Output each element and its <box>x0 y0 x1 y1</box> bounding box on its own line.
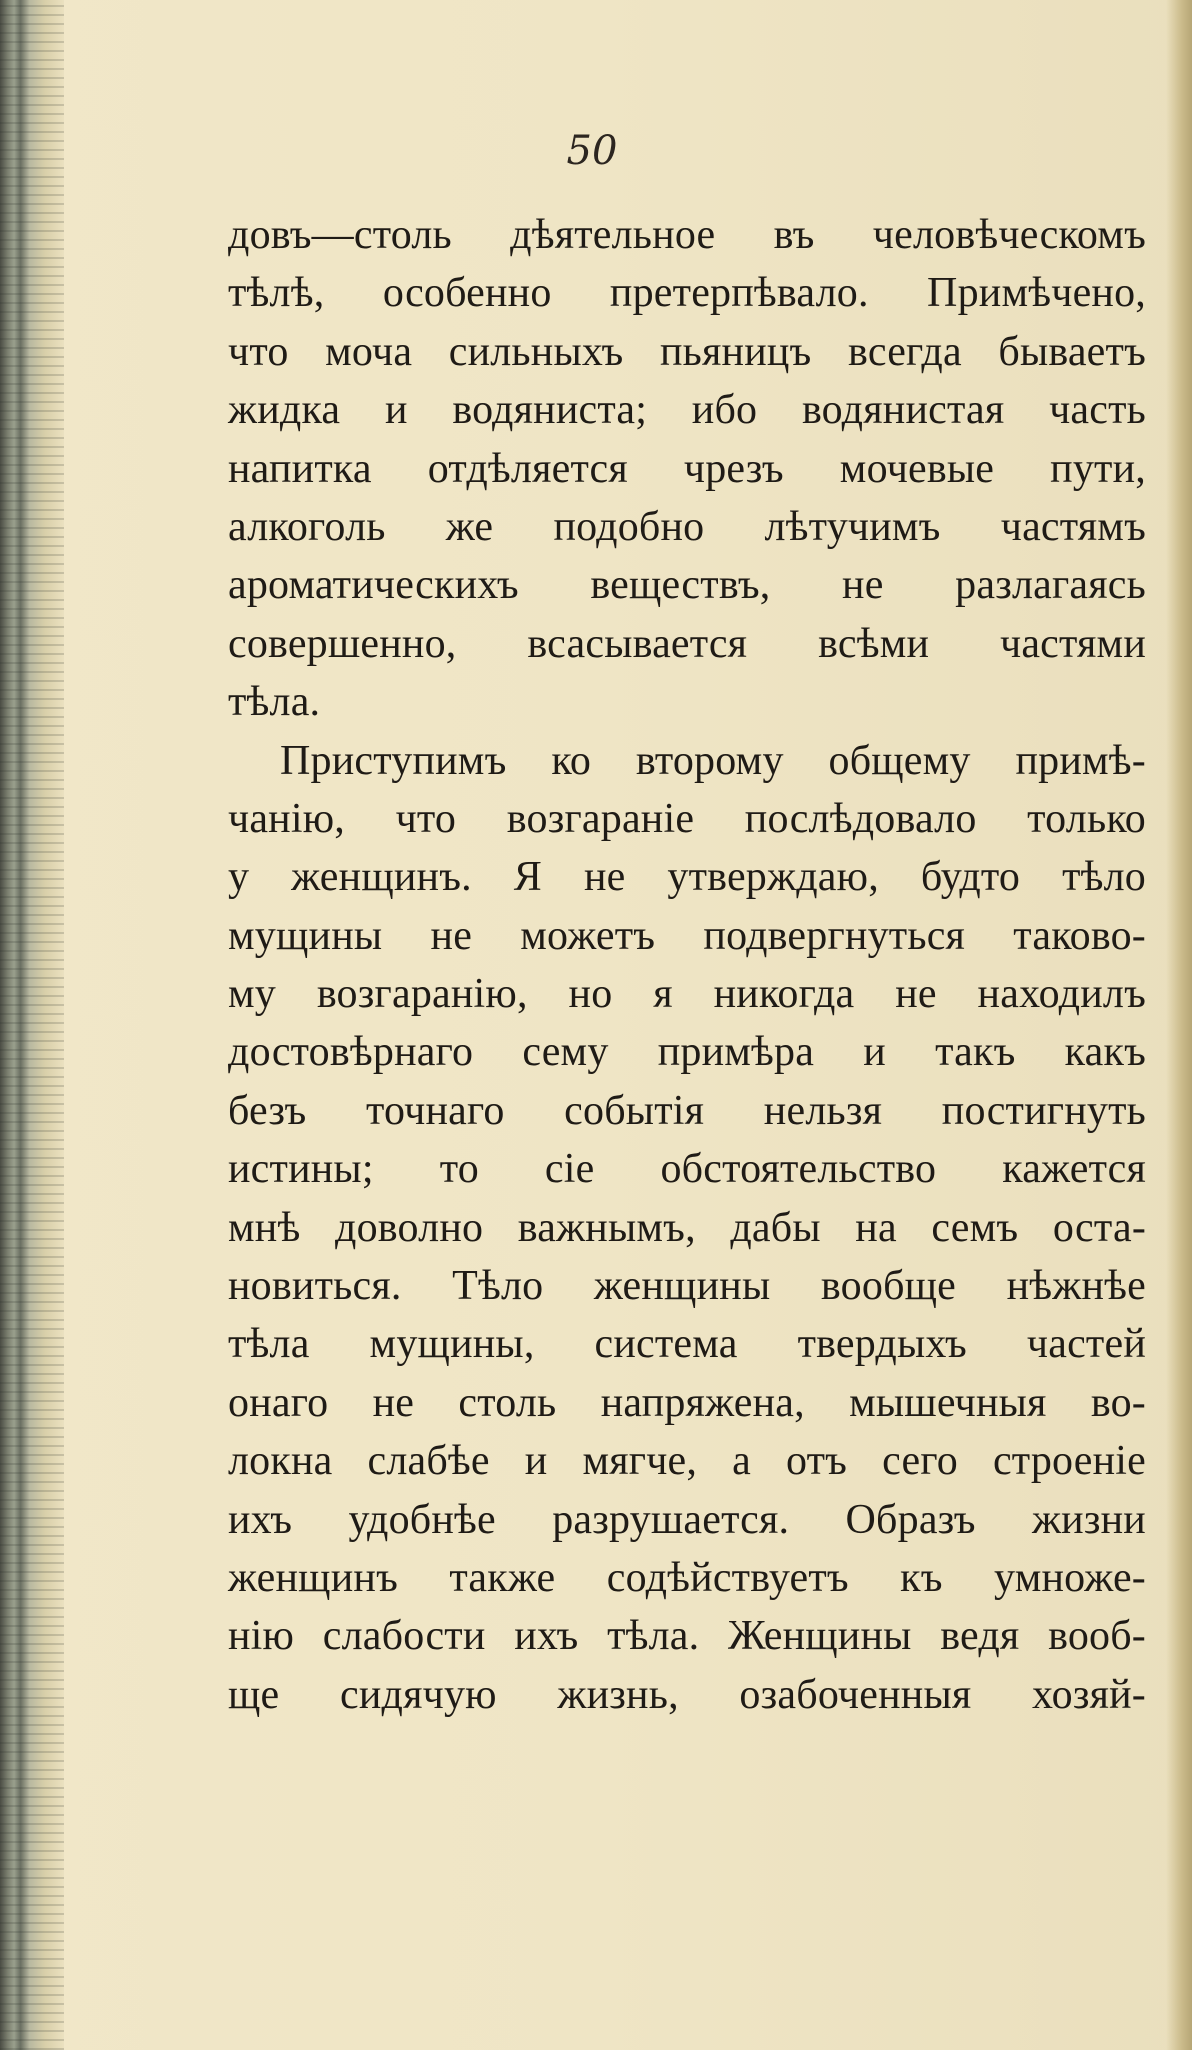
page-right-edge <box>1166 0 1192 2050</box>
text-line: что моча сильныхъ пьяницъ всегда бываетъ <box>228 328 1146 375</box>
text-line: Приступимъ ко второму общему примѣ- <box>280 737 1146 784</box>
text-line: локна слабѣе и мягче, а отъ сего строеніе <box>228 1438 1146 1485</box>
text-line: тѣла мущины, система твердыхъ частей <box>228 1321 1146 1368</box>
text-line: тѣла. <box>228 679 321 726</box>
text-line: ароматическихъ веществъ, не разлагаясь <box>228 562 1146 609</box>
text-line: истины; то сіе обстоятельство кажется <box>228 1146 1146 1193</box>
text-line: женщинъ также содѣйствуетъ къ умноже- <box>228 1554 1146 1601</box>
text-line: безъ точнаго событія нельзя постигнуть <box>228 1087 1146 1134</box>
text-line: мущины не можетъ подвергнуться таково- <box>228 912 1146 959</box>
text-line: достовѣрнаго сему примѣра и такъ какъ <box>228 1029 1146 1076</box>
text-line: мнѣ доволно важнымъ, дабы на семъ оста- <box>228 1204 1146 1251</box>
text-line: довъ—столь дѣятельное въ человѣческомъ <box>228 212 1146 258</box>
text-line: му возгаранію, но я никогда не находилъ <box>228 971 1146 1018</box>
text-line: совершенно, всасывается всѣми частями <box>228 620 1146 667</box>
text-line: новиться. Тѣло женщины вообще нѣжнѣе <box>228 1263 1146 1310</box>
text-line: жидка и водяниста; ибо водянистая часть <box>228 387 1146 434</box>
page-binding-edge <box>0 0 64 2050</box>
page-number: 50 <box>566 128 618 174</box>
text-line: напитка отдѣляется чрезъ мочевые пути, <box>228 445 1146 492</box>
page-body-text <box>228 206 1146 1724</box>
text-line: ще сидячую жизнь, озабоченныя хозяй- <box>228 1671 1146 1718</box>
text-line: тѣлѣ, особенно претерпѣвало. Примѣчено, <box>228 270 1146 317</box>
text-line: ихъ удобнѣе разрушается. Образъ жизни <box>228 1496 1146 1543</box>
text-line: онаго не столь напряжена, мышечныя во- <box>228 1379 1146 1426</box>
text-line: чанію, что возгараніе послѣдовало только <box>228 795 1146 842</box>
text-line: нію слабости ихъ тѣла. Женщины ведя вооб- <box>228 1613 1146 1660</box>
text-line: алкоголь же подобно лѣтучимъ частямъ <box>228 503 1146 550</box>
text-line: у женщинъ. Я не утверждаю, будто тѣло <box>228 854 1146 901</box>
